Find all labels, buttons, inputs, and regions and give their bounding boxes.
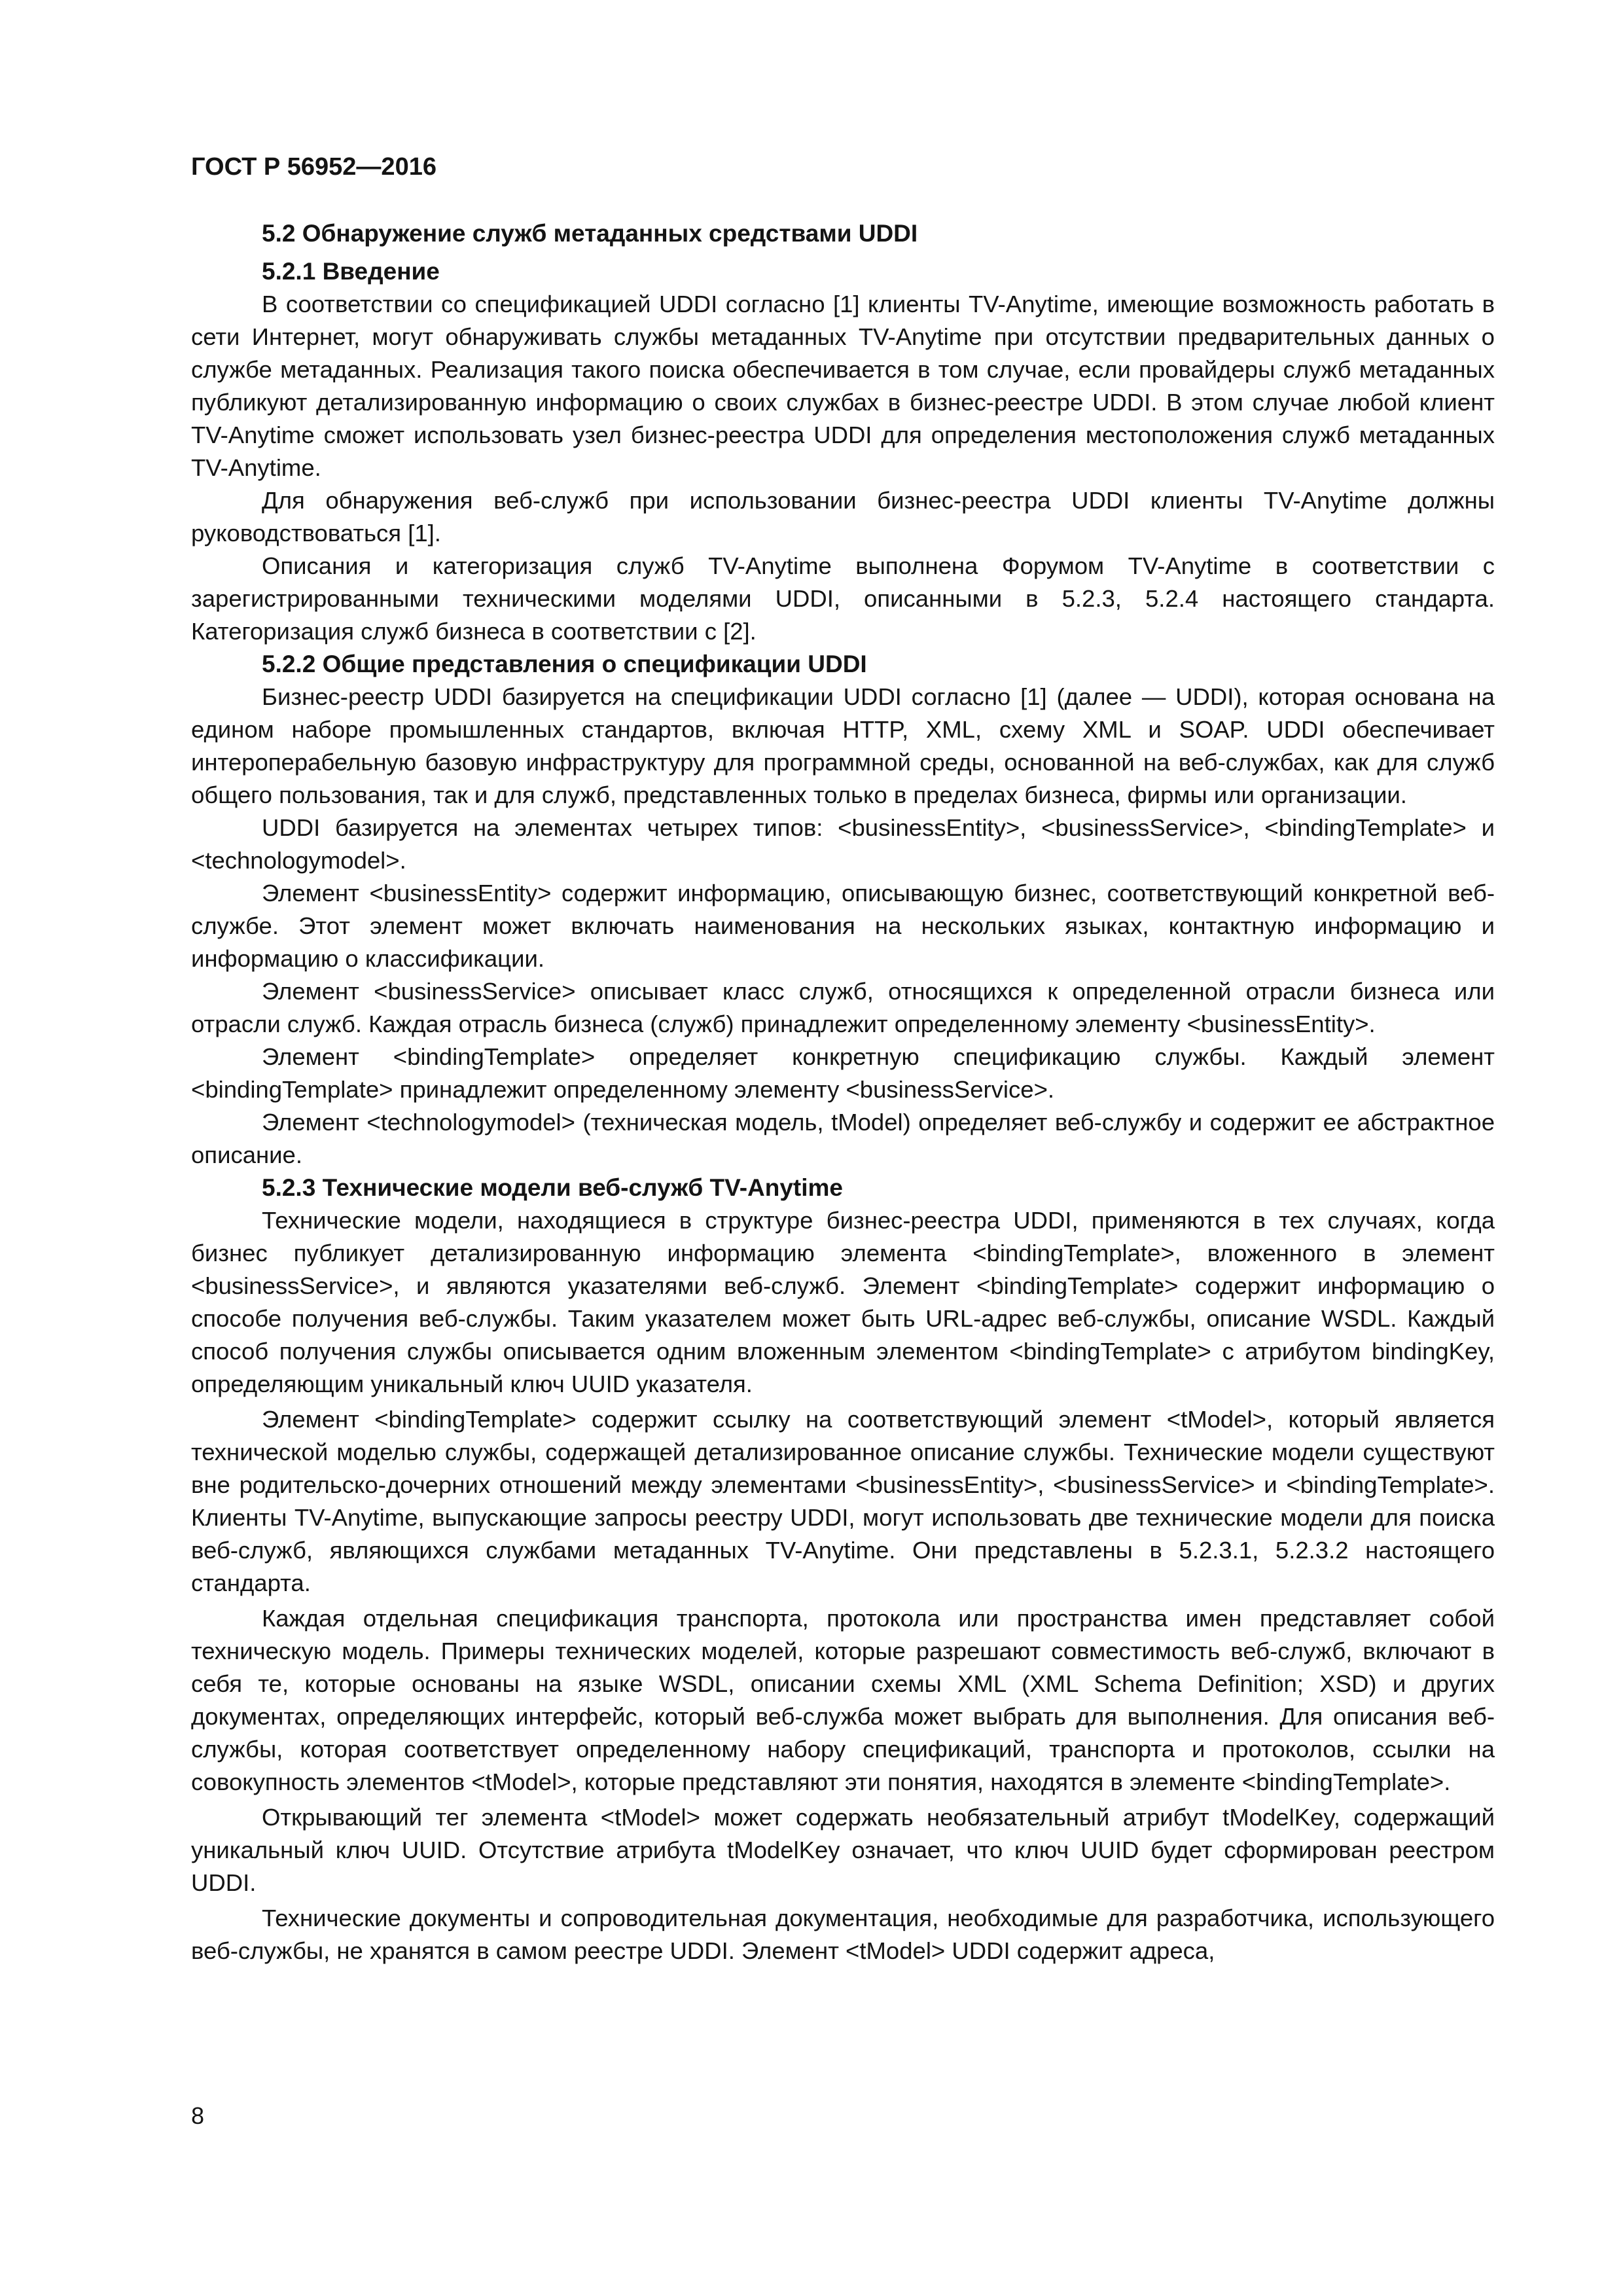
paragraph: Бизнес-реестр UDDI базируется на спецификации UDDI согласно [1] (далее — UDDI), которая основана на едином наборе промышленных стандартов, включая HTTP, XML, схему XML и SOAP. UDDI обеспечивает интероперабельную базовую инфраструктуру для программной среды, основанной на веб-службах, как для служб общего пользования, так и для служб, представленных только в пределах бизнеса, фирмы или организации. [191, 683, 1495, 808]
section-title: 5.2 Обнаружение служб метаданных средствами UDDI [262, 220, 918, 247]
paragraph: Технические документы и сопроводительная документация, необходимые для разработчика, использующего веб-службы, не хранятся в самом реестре UDDI. Элемент <tModel> UDDI содержит адреса, [191, 1905, 1495, 1964]
paragraph: Для обнаружения веб-служб при использовании бизнес-реестра UDDI клиенты TV-Anytime должны руководствоваться [1]. [191, 487, 1495, 547]
paragraph: Элемент <technologymodel> (техническая модель, tModel) определяет веб-службу и содержит ее абстрактное описание. [191, 1109, 1495, 1168]
paragraph: Технические модели, находящиеся в структуре бизнес-реестра UDDI, применяются в тех случаях, когда бизнес публикует детализированную информацию элемента <bindingTemplate>, вложенного в элемент <businessService>, и являются указателями веб-служб. Элемент <bindingTemplate> содержит информацию о способе получения веб-службы. Таким указателем может быть URL-адрес веб-службы, описание WSDL. Каждый способ получения службы описывается одним вложенным элементом <bindingTemplate> с атрибутом bindingKey, определяющим уникальный ключ UUID указателя. [191, 1207, 1495, 1397]
subsection-title-5-2-3: 5.2.3 Технические модели веб-служб TV-Anytime [262, 1174, 843, 1201]
document-body [191, 217, 1495, 1967]
subsection-title-5-2-2: 5.2.2 Общие представления о спецификации UDDI [262, 651, 867, 677]
paragraph: Каждая отдельная спецификация транспорта, протокола или пространства имен представляет собой техническую модель. Примеры технических моделей, которые разрешают совместимость веб-служб, включают в себя те, которые основаны на языке WSDL, описании схемы XML (XML Schema Definition; XSD) и других документах, определяющих интерфейс, который веб-служба может выбрать для выполнения. Для описания веб-службы, которая соответствует определенному набору спецификаций, транспорта и протоколов, ссылки на совокупность элементов <tModel>, которые представляют эти понятия, находятся в элементе <bindingTemplate>. [191, 1605, 1495, 1795]
document-page [191, 131, 1495, 183]
document-code: ГОСТ Р 56952—2016 [191, 153, 437, 181]
page-number: 8 [191, 2102, 205, 2129]
paragraph: Описания и категоризация служб TV-Anytime выполнена Форумом TV-Anytime в соответствии с зарегистрированными техническими моделями UDDI, описанными в 5.2.3, 5.2.4 настоящего стандарта. Категоризация служб бизнеса в соответствии с [2]. [191, 552, 1495, 645]
paragraph: Элемент <bindingTemplate> определяет конкретную спецификацию службы. Каждый элемент <bindingTemplate> принадлежит определенному элементу <businessService>. [191, 1043, 1495, 1103]
subsection-title-5-2-1: 5.2.1 Введение [262, 258, 440, 285]
paragraph: В соответствии со спецификацией UDDI согласно [1] клиенты TV-Anytime, имеющие возможность работать в сети Интернет, могут обнаруживать службы метаданных TV-Anytime при отсутствии предварительных данных о службе метаданных. Реализация такого поиска обеспечивается в том случае, если провайдеры служб метаданных публикуют детализированную информацию о своих службах в бизнес-реестре UDDI. В этом случае любой клиент TV-Anytime сможет использовать узел бизнес-реестра UDDI для определения местоположения служб метаданных TV-Anytime. [191, 291, 1495, 481]
paragraph: Элемент <businessEntity> содержит информацию, описывающую бизнес, соответствующий конкретной веб-службе. Этот элемент может включать наименования на нескольких языках, контактную информацию и информацию о классификации. [191, 880, 1495, 972]
paragraph: UDDI базируется на элементах четырех типов: <businessEntity>, <businessService>, <bindingTemplate> и <technologymodel>. [191, 814, 1495, 874]
paragraph: Открывающий тег элемента <tModel> может содержать необязательный атрибут tModelKey, содержащий уникальный ключ UUID. Отсутствие атрибута tModelKey означает, что ключ UUID будет сформирован реестром UDDI. [191, 1804, 1495, 1896]
paragraph: Элемент <businessService> описывает класс служб, относящихся к определенной отрасли бизнеса или отрасли служб. Каждая отрасль бизнеса (служб) принадлежит определенному элементу <businessEntity>. [191, 978, 1495, 1037]
paragraph: Элемент <bindingTemplate> содержит ссылку на соответствующий элемент <tModel>, который является технической моделью службы, содержащей детализированное описание службы. Технические модели существуют вне родительско-дочерних отношений между элементами <businessEntity>, <businessService> и <bindingTemplate>. Клиенты TV-Anytime, выпускающие запросы реестру UDDI, могут использовать две технические модели для поиска веб-служб, являющихся службами метаданных TV-Anytime. Они представлены в 5.2.3.1, 5.2.3.2 настоящего стандарта. [191, 1406, 1495, 1596]
